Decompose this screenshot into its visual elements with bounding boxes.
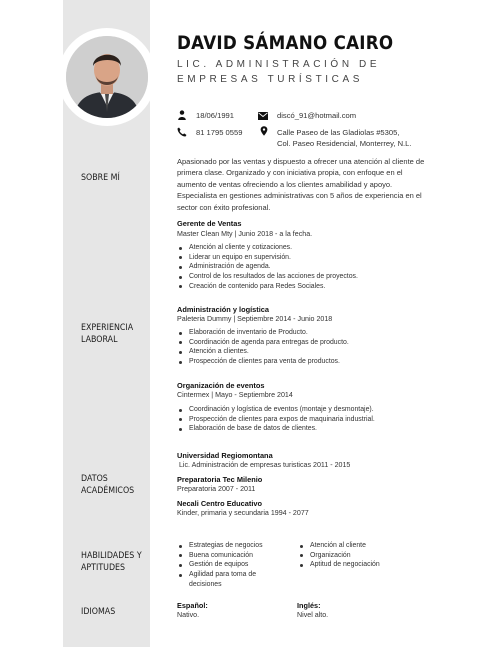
list-item: Aptitud de negociación <box>298 560 428 570</box>
section-education-line-2: ACADÉMICOS <box>81 486 135 496</box>
candidate-title: LIC. ADMINISTRACIÓN DE EMPRESAS TURÍSTICAS <box>177 59 381 85</box>
job-title: Administración y logística <box>177 305 269 314</box>
address-line-2: Col. Paseo Residencial, Monterrey, N.L. <box>277 139 412 148</box>
section-experience-line-1: EXPERIENCIA <box>81 323 134 333</box>
section-education <box>81 473 134 497</box>
list-item: Coordinación y logística de eventos (montaje y desmontaje). <box>177 405 375 415</box>
section-skills-line-2: APTITUDES <box>81 563 126 573</box>
phone[interactable]: 81 1795 0559 <box>196 128 243 137</box>
list-item: Agilidad para toma de decisiones <box>177 570 277 589</box>
job-title: Gerente de Ventas <box>177 219 242 228</box>
skills-list-1 <box>177 541 277 590</box>
section-skills <box>81 550 142 574</box>
list-item: Elaboración de base de datos de clientes. <box>177 424 375 434</box>
list-item: Organización <box>298 551 428 561</box>
job-details: Master Clean Mty | Junio 2018 - a la fecha. <box>177 230 313 238</box>
list-item: Atención a clientes. <box>177 347 349 357</box>
list-item: Coordinación de agenda para entregas de producto. <box>177 338 349 348</box>
list-item: Creación de contenido para Redes Sociales. <box>177 282 358 292</box>
phone-icon <box>177 127 187 137</box>
list-item: Administración de agenda. <box>177 262 358 272</box>
list-item: Prospección de clientes para expos de maquinaria industrial. <box>177 415 375 425</box>
school-name: Universidad Regiomontana <box>177 451 273 460</box>
candidate-name: DAVID SÁMANO CAIRO <box>177 32 394 54</box>
section-experience-line-2: LABORAL <box>81 335 118 345</box>
list-item: Liderar un equipo en supervisión. <box>177 253 358 263</box>
address-line-1: Calle Paseo de las Gladiolas #5305, <box>277 128 400 137</box>
skills-list-2 <box>298 541 428 570</box>
section-education-line-1: DATOS <box>81 474 108 484</box>
location-pin-icon <box>259 126 269 136</box>
about-paragraph: Apasionado por las ventas y dispuesto a ofrecer una atención al cliente de primera clase. Organizado y con iniciativa propia, con enfoque en el aumento de ventas ofreciendo a los clientes amabilidad y apoyo. Especialista en gestiones administrativas con 5 años de experiencia en el sector con éxito profesional. <box>177 157 425 212</box>
school-name: Necali Centro Educativo <box>177 499 263 508</box>
language-level: Nativo. <box>177 611 200 619</box>
section-about: SOBRE MÍ <box>81 173 120 183</box>
school-details: Kinder, primaria y secundaria 1994 - 2077 <box>177 509 309 517</box>
job-bullets <box>177 243 358 292</box>
list-item: Gestión de equipos <box>177 560 277 570</box>
language-name: Inglés: <box>297 601 321 610</box>
job-details: Cintermex | Mayo - Septiembre 2014 <box>177 391 293 399</box>
job-bullets <box>177 328 349 367</box>
person-icon <box>177 110 187 120</box>
birthdate: 18/06/1991 <box>196 111 235 120</box>
section-experience <box>81 322 133 346</box>
language-level: Nivel alto. <box>297 611 329 619</box>
school-details: Lic. Administración de empresas turisticas 2011 - 2015 <box>177 461 351 469</box>
list-item: Atención al cliente <box>298 541 428 551</box>
language-name: Español: <box>177 601 208 610</box>
job-title: Organización de eventos <box>177 381 265 390</box>
school-name: Preparatoria Tec Milenio <box>177 475 263 484</box>
job-bullets <box>177 405 375 434</box>
list-item: Buena comunicación <box>177 551 277 561</box>
list-item: Atención al cliente y cotizaciones. <box>177 243 358 253</box>
section-skills-line-1: HABILIDADES Y <box>81 551 142 561</box>
school-details: Preparatoria 2007 - 2011 <box>177 485 256 493</box>
email[interactable]: discó_91@hotmail.com <box>277 111 357 120</box>
list-item: Control de los resultados de las acciones de proyectos. <box>177 272 358 282</box>
list-item: Estrategias de negocios <box>177 541 277 551</box>
list-item: Elaboración de inventario de Producto. <box>177 328 349 338</box>
profile-photo <box>66 36 148 118</box>
list-item: Prospección de clientes para venta de productos. <box>177 357 349 367</box>
address <box>277 127 412 149</box>
envelope-icon <box>258 111 268 121</box>
section-languages: IDIOMAS <box>81 607 116 617</box>
job-details: Paleteria Dummy | Septiembre 2014 - Junio 2018 <box>177 315 333 323</box>
